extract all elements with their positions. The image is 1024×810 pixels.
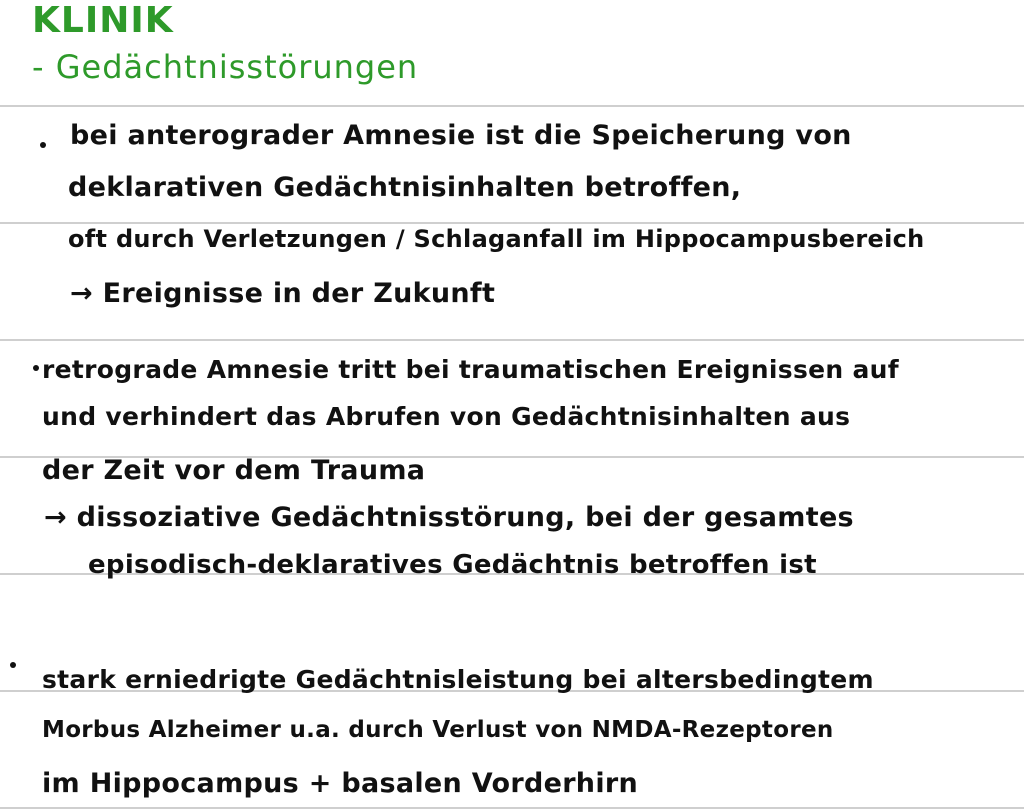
ruled-line [0,105,1024,107]
section-1-line-1: bei anterograder Amnesie ist die Speicherung von [70,120,852,151]
section-1-line-3: oft durch Verletzungen / Schlaganfall im Hippocampusbereich [68,225,925,253]
bullet-icon [10,662,16,668]
section-2-line-3: der Zeit vor dem Trauma [42,455,426,486]
bullet-icon [33,365,39,371]
page-subtitle: - Gedächtnisstörungen [32,48,419,86]
section-3-line-3: im Hippocampus + basalen Vorderhirn [42,768,639,799]
section-2-line-4: → dissoziative Gedächtnisstörung, bei der gesamtes [44,502,854,533]
section-1-line-4: → Ereignisse in der Zukunft [70,278,496,309]
page-title: KLINIK [32,0,174,41]
ruled-line [0,339,1024,341]
section-2-line-2: und verhindert das Abrufen von Gedächtnisinhalten aus [42,402,851,431]
ruled-line [0,807,1024,809]
section-3-line-2: Morbus Alzheimer u.a. durch Verlust von NMDA-Rezeptoren [42,717,834,743]
section-1-line-2: deklarativen Gedächtnisinhalten betroffen, [68,172,742,203]
section-3-line-1: stark erniedrigte Gedächtnisleistung bei altersbedingtem [42,665,874,694]
section-2-line-5: episodisch-deklaratives Gedächtnis betroffen ist [88,550,817,580]
bullet-icon [40,142,46,148]
ruled-line [0,222,1024,224]
section-2-line-1: retrograde Amnesie tritt bei traumatischen Ereignissen auf [42,355,899,384]
